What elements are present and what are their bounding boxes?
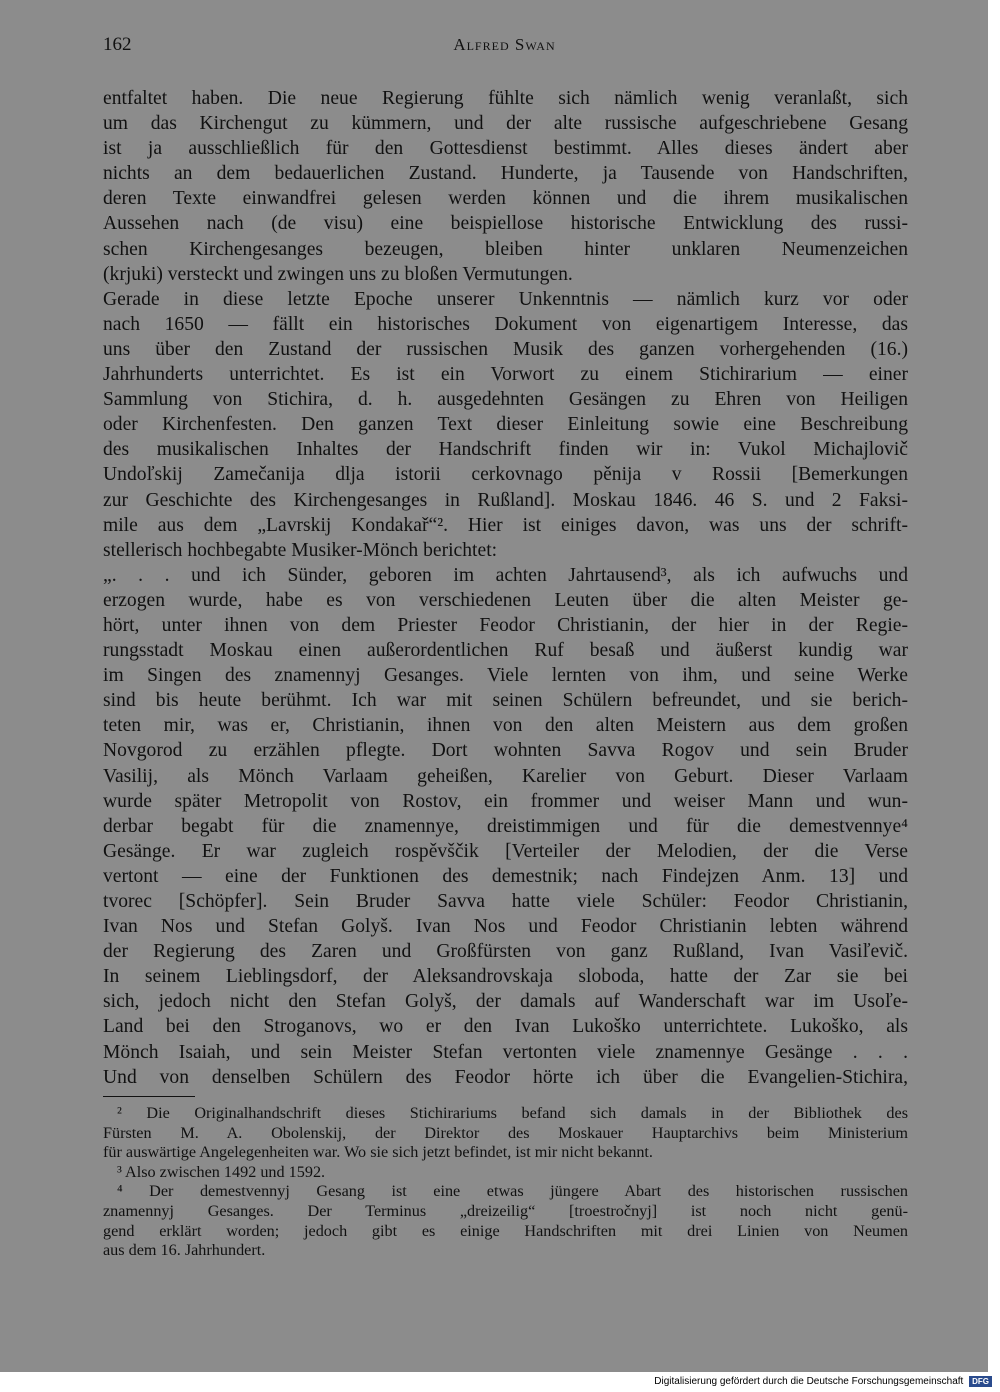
text-line: derbar begabt für die znamennye, dreistimmigen und für die demestvennye⁴ [103, 815, 908, 837]
body-text [103, 86, 908, 1090]
footnote-line: znamennyj Gesanges. Der Terminus „dreizeilig“ [troestročnyj] ist noch nicht genü- [103, 1201, 908, 1220]
text-line: Aussehen nach (de visu) eine beispiellose historische Entwicklung des russi- [103, 213, 908, 235]
text-line: Gesänge. Er war zugleich rospěvščik [Verteiler der Melodien, der die Verse [103, 840, 908, 862]
text-line: (krjuki) versteckt und zwingen uns zu bloßen Vermutungen. [103, 263, 573, 285]
text-line: nach 1650 — fällt ein historisches Dokument von eigenartigem Interesse, das [103, 313, 908, 335]
footnote-line: ³ Also zwischen 1492 und 1592. [117, 1162, 326, 1181]
text-line: mile aus dem „Lavrskij Kondakař“². Hier ist einiges davon, was uns der schrift- [103, 514, 908, 536]
footnote-line: ² Die Originalhandschrift dieses Stichirariums befand sich damals in der Bibliothek des [117, 1104, 908, 1122]
text-line: Novgorod zu erzählen pflegte. Dort wohnten Savva Rogov und sein Bruder [103, 740, 908, 762]
text-line: tvorec [Schöpfer]. Sein Bruder Savva hatte viele Schüler: Feodor Christianin, [103, 891, 908, 912]
text-line: rungsstadt Moskau einen außerordentlichen Ruf besaß und äußerst kundig war [103, 640, 908, 662]
dfg-logo: DFG [969, 1376, 992, 1387]
text-line: nichts an dem bedauerlichen Zustand. Hunderte, ja Tausende von Handschriften, [103, 163, 908, 185]
text-line: sind bis heute berühmt. Ich war mit seinen Schülern befreundet, und sie berich- [103, 690, 908, 712]
text-line: Gerade in diese letzte Epoche unserer Unkenntnis — nämlich kurz vor oder [103, 288, 908, 310]
text-line: Vasilij, als Mönch Varlaam geheißen, Karelier von Geburt. Dieser Varlaam [103, 765, 908, 787]
text-line: „. . . und ich Sünder, geboren im achten Jahrtausend³, als ich aufwuchs und [103, 564, 908, 586]
text-line: Mönch Isaiah, und sein Meister Stefan vertonten viele znamennye Gesänge . . . [103, 1041, 908, 1063]
footnote-line: ⁴ Der demestvennyj Gesang ist eine etwas jüngere Abart des historischen russischen [117, 1182, 908, 1201]
page-number: 162 [103, 34, 132, 55]
text-line: Land bei den Stroganovs, wo er den Ivan Lukoško unterrichtete. Lukoško, als [103, 1016, 908, 1038]
text-line: entfaltet haben. Die neue Regierung fühlte sich nämlich wenig veranlaßt, sich [103, 88, 908, 109]
footnote-line: für auswärtige Angelegenheiten war. Wo sie sich jetzt befindet, ist mir nicht bekannt. [103, 1143, 653, 1162]
text-line: teten mir, was er, Christianin, ihnen von den alten Meistern aus dem großen [103, 715, 908, 737]
footnotes [103, 1104, 908, 1261]
text-line: zur Geschichte des Kirchengesanges in Rußland]. Moskau 1846. 46 S. und 2 Faksi- [103, 489, 908, 511]
text-line: sich, jedoch nicht den Stefan Golyš, der damals auf Wanderschaft war im Usoľe- [103, 991, 908, 1013]
text-line: Ivan Nos und Stefan Golyš. Ivan Nos und Feodor Christianin lebten während [103, 916, 908, 938]
text-line: deren Texte einwandfrei gelesen werden können und die ihrem musikalischen [103, 188, 908, 210]
text-line: Sammlung von Stichira, d. h. ausgedehnten Gesängen zu Ehren von Heiligen [103, 389, 908, 411]
running-head: Alfred Swan [453, 35, 556, 54]
text-line: wurde später Metropolit von Rostov, ein frommer und weiser Mann und wun- [103, 790, 908, 812]
footnote-divider [103, 1096, 195, 1097]
text-line: um das Kirchengut zu kümmern, und der alte russische aufgeschriebene Gesang [103, 113, 908, 135]
text-line: der Regierung des Zaren und Großfürsten von ganz Rußland, Ivan Vasiľevič. [103, 941, 908, 963]
text-line: Jahrhunderts unterrichtet. Es ist ein Vorwort zu einem Stichirarium — einer [103, 364, 908, 386]
text-line: erzogen wurde, habe es von verschiedenen Leuten über die alten Meister ge- [103, 589, 908, 611]
footer [654, 1376, 992, 1387]
text-line: ist ja ausschließlich für den Gottesdienst bestimmt. Alles dieses ändert aber [103, 138, 908, 160]
text-line: In seinem Lieblingsdorf, der Aleksandrovskaja sloboda, hatte der Zar sie bei [103, 966, 908, 988]
text-line: vertont — eine der Funktionen des demestnik; nach Findejzen Anm. 13] und [103, 865, 908, 887]
text-line: im Singen des znamennyj Gesanges. Viele lernten von ihm, und seine Werke [103, 665, 908, 687]
footnote-line: Fürsten M. A. Obolenskij, der Direktor des Moskauer Hauptarchivs beim Ministerium [103, 1123, 908, 1142]
text-line: Undoľskij Zamečanija dlja istorii cerkovnago pěnija v Rossii [Bemerkungen [103, 464, 908, 486]
text-line: stellerisch hochbegabte Musiker-Mönch berichtet: [103, 539, 498, 561]
footnote-line: gend erklärt worden; jedoch gibt es einige Handschriften mit drei Linien von Neumen [103, 1221, 908, 1240]
footer-credit: Digitalisierung gefördert durch die Deutsche Forschungsgemeinschaft [654, 1376, 964, 1388]
text-line: uns über den Zustand der russischen Musik des ganzen vorhergehenden (16.) [103, 338, 908, 360]
text-line: oder Kirchenfesten. Den ganzen Text dieser Einleitung sowie eine Beschreibung [103, 414, 908, 436]
page-header [103, 34, 906, 60]
footnote-line: aus dem 16. Jahrhundert. [103, 1241, 266, 1260]
text-line: Und von denselben Schülern des Feodor hörte ich über die Evangelien-Stichira, [103, 1066, 908, 1088]
text-line: schen Kirchengesanges bezeugen, bleiben hinter unklaren Neumenzeichen [103, 238, 908, 260]
text-line: des musikalischen Inhaltes der Handschrift finden wir in: Vukol Michajlovič [103, 439, 908, 461]
text-line: hört, unter ihnen von dem Priester Feodor Christianin, der hier in der Regie- [103, 614, 908, 636]
